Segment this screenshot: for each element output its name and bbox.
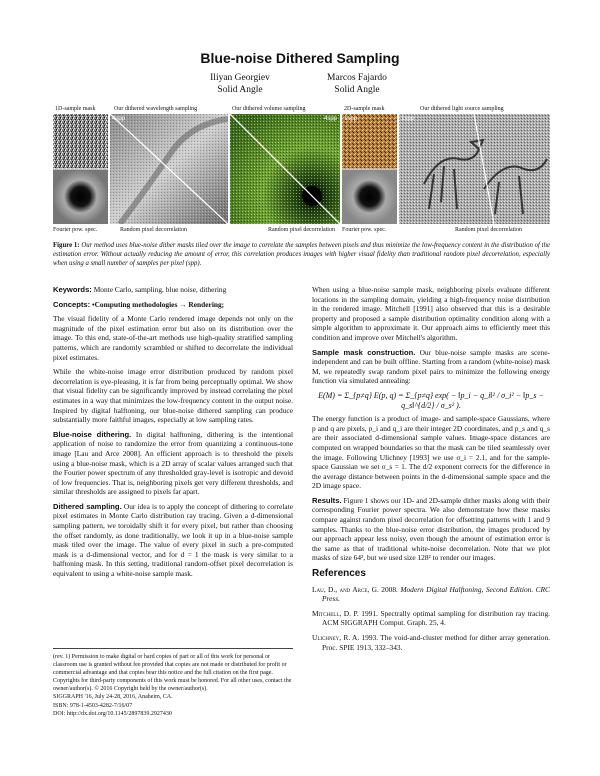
label-light-source: Our dithered light source sampling [420, 106, 504, 112]
label-1d-mask: 1D-sample mask [55, 106, 96, 112]
section-text-dithered-sampling: Our idea is to apply the concept of dithering to correlate pixel estimates in Monte Carlo distribution ray tracing. Given a d-dimensional sampling pattern, we toroidally shift it for every pixel, but rather than choosing the offset randomly, as done traditionally, we look it up in a blue-noise sample mask tiled over the image. The value of every pixel in such a pre-computed mask is a d-dimensional vector, and for d = 1 the mask is very similar to a halftoning mask. In this setting, traditional random-offset pixel decorrelation is equivalent to using a white-noise sample mask. [53, 501, 293, 579]
figure-light-source-panel [399, 114, 550, 224]
reference-lau [312, 585, 550, 604]
intro-paragraph-1: The visual fidelity of a Monte Carlo rendered image depends not only on the magnitude of the pixel estimation error but also on its distribution over the image. To this end, state-of-the-art methods use high-quality stratified sampling patterns, which are randomly scrambled or shifted to decorrelate the individual pixel estimates. [53, 314, 293, 362]
author-2 [297, 72, 417, 96]
label-random-1: Random pixel decorrelation [120, 227, 187, 233]
paper-title: Blue-noise Dithered Sampling [200, 50, 400, 66]
label-random-3: Random pixel decorrelation [455, 227, 522, 233]
footnote-isbn: ISBN: 978-1-4503-4282-7/16/07 [53, 702, 133, 709]
spp-label-2d: 1spp [344, 116, 358, 122]
figure-wavelength-panel [110, 114, 228, 224]
label-2d-mask: 2D-sample mask [344, 106, 385, 112]
reference-ulichney-rest: The void-and-cluster method for dither array generation. Proc. SPIE 1913, 332–343. [322, 633, 551, 652]
author-2-affiliation: Solid Angle [334, 85, 380, 95]
reference-mitchell-authors: Mitchell, D. P. 1991. [312, 608, 378, 618]
right-column [312, 285, 550, 657]
copyright-footnote [53, 648, 293, 718]
author-1-affiliation: Solid Angle [217, 85, 263, 95]
right-paragraph-1: When using a blue-noise sample mask, neighboring pixels evaluate different locations in the sampling domain, yielding a high-frequency noise distribution in the rendered image. Mitchell [1991] also observed that this is a desirable property and proposed a sample distribution optimality condition along with a simple algorithm to approximate it. Our approach aims to efficiently meet this condition and improve over Mitchell's algorithm. [312, 285, 550, 342]
light-source-render-image [399, 114, 550, 224]
section-blue-noise-dithering [53, 430, 293, 497]
keywords-text: Monte Carlo, sampling, blue noise, dithering [93, 285, 227, 294]
section-dithered-sampling [53, 502, 293, 579]
caption-text: Our method uses blue-noise dither masks tiled over the image to correlate the samples between pixels and thus minimize the low-frequency content in the distribution of the estimation error. Without actually reducing the amount of error, this correlation produces images with higher visual fidelity than traditional random pixel decorrelation, especially when using a small number of samples per pixel (spp). [53, 242, 550, 268]
reference-lau-rest: Modern Digital Halftoning, Second Edition. CRC Press. [322, 584, 550, 604]
figure-1d-mask-panel [53, 114, 108, 224]
concepts-line [53, 300, 293, 310]
keywords-line [53, 285, 293, 295]
figure-volume-panel [230, 114, 340, 224]
section-heading-dithered-sampling: Dithered sampling. [53, 501, 122, 511]
author-1-name: Iliyan Georgiev [210, 73, 270, 83]
section-text-dithering: In digital halftoning, dithering is the intentional application of noise to randomize the error from quantizing a continuous-tone image [Lau and Arce 2008]. An efficient approach is to threshold the pixels using a blue-noise mask, which is a 2D array of scalar values arranged such that the Fourier power spectrum of any thresholded gray-level is isotropic and devoid of low frequencies. That is, neighboring pixels get very different thresholds, and similar thresholds are assigned to pixels far apart. [53, 429, 293, 497]
label-volume: Our dithered volume sampling [232, 106, 306, 112]
author-2-name: Marcos Fajardo [327, 73, 387, 83]
references-heading: References [312, 568, 366, 580]
section-mask-construction [312, 348, 550, 386]
section-text-mask-construction: Our blue-noise sample masks are scene-independent and can be built offline. Starting from a random (white-noise) mask M, we repeatedly swap random pixel pairs to minimize the following energy function via simulated annealing: [312, 347, 550, 386]
reference-ulichney-authors: Ulichney, R. A. 1993. [312, 633, 379, 642]
figure-2d-mask-panel [342, 114, 397, 224]
footnote-conference: SIGGRAPH '16, July 24-28, 2016, Anaheim, CA. [53, 694, 173, 701]
label-fourier-1: Fourier pow. spec. [53, 227, 98, 233]
footnote-doi: DOI: http://dx.doi.org/10.1145/2897839.2927430 [53, 710, 172, 717]
spp-label-wavelength: 4spp [112, 116, 126, 122]
mask-2d-image [342, 114, 397, 224]
mask-1d-image [53, 114, 108, 224]
spp-label-light: 1spp [401, 116, 415, 122]
concepts-text: •Computing methodologies → Rendering; [92, 299, 225, 309]
label-wavelength: Our dithered wavelength sampling [114, 106, 198, 112]
author-1 [180, 72, 300, 96]
reference-mitchell [312, 609, 550, 628]
reference-ulichney [312, 633, 550, 652]
caption-label: Figure 1: [53, 242, 80, 249]
label-random-2: Random pixel decorrelation [268, 227, 335, 233]
intro-paragraph-2: While the white-noise image error distribution produced by random pixel decorrelation is eye-pleasing, it is far from being perceptually optimal. We show that visual fidelity can be significantly improved by instead correlating the pixel estimates in a way that minimizes the low-frequency content in the output noise. Inspired by digital halftoning, our blue-noise dithered sampling can produce substantially more faithful images, especially at low sampling rates. [53, 367, 293, 425]
section-results [312, 496, 550, 563]
mask-construction-continued: The energy function is a product of image- and sample-space Gaussians, where p and q are pixels, p_i and q_i are their integer 2D coordinates, and p_s and q_s are their associated d-dimensional sample values. Image-space distances are computed on wrapped boundaries so that the mask can be tiled seamlessly over the image. Following Ulichney [1993] we use σ_i = 2.1, and for the sample-space Gaussian we set σ_s = 1. The d/2 exponent corrects for the difference in the average distance between points in the d-dimensional sample space and the 2D image space. [312, 414, 550, 491]
label-fourier-2: Fourier pow. spec. [342, 227, 387, 233]
keywords-label: Keywords: [53, 285, 92, 294]
left-column [53, 285, 293, 584]
figure-caption [53, 241, 550, 269]
section-heading-results: Results. [312, 495, 342, 505]
section-text-results: Figure 1 shows our 1D- and 2D-sample dither masks along with their corresponding Fourier power spectra. We also demonstrate how these masks compare against random pixel decorrelation for offsetting patterns with 1 and 9 samples. Thanks to the blue-noise error distribution, the images produced by our approach appear less noisy, even though the amount of estimation error is the same as that of traditional white-noise decorrelation. Note that we plot masks of size 64², but we used size 128² to render our images. [312, 495, 550, 563]
reference-mitchell-rest: Spectrally optimal sampling for distribution ray tracing. ACM SIGGRAPH Comput. Graph. 25, 4. [322, 608, 550, 628]
footnote-permission: (rev. 1) Permission to make digital or hard copies of part or all of this work for personal or classroom use is granted without fee provided that copies are not made or distributed for profit or commercial advantage and that copies bear this notice and the full citation on the first page. Copyrights for third-party components of this work must be honored. For all other uses, contact the owner/author(s). © 2016 Copyright held by the owner/author(s). [53, 654, 292, 693]
spp-label-volume: 4spp [323, 116, 337, 122]
wavelength-render-image [110, 114, 228, 224]
energy-equation: E(M) = Σ_{p≠q} E(p, q) = Σ_{p≠q} exp( − ‖p_i − q_i‖² / σ_i² − ‖p_s − q_s‖^{d/2} / σ_s² ). [318, 390, 544, 410]
volume-render-image [230, 114, 340, 224]
section-heading-mask-construction: Sample mask construction. [312, 347, 416, 357]
section-heading-dithering: Blue-noise dithering. [53, 429, 132, 439]
reference-lau-authors: Lau, D., and Arce, G. 2008. [312, 584, 398, 594]
concepts-label: Concepts: [53, 299, 91, 309]
